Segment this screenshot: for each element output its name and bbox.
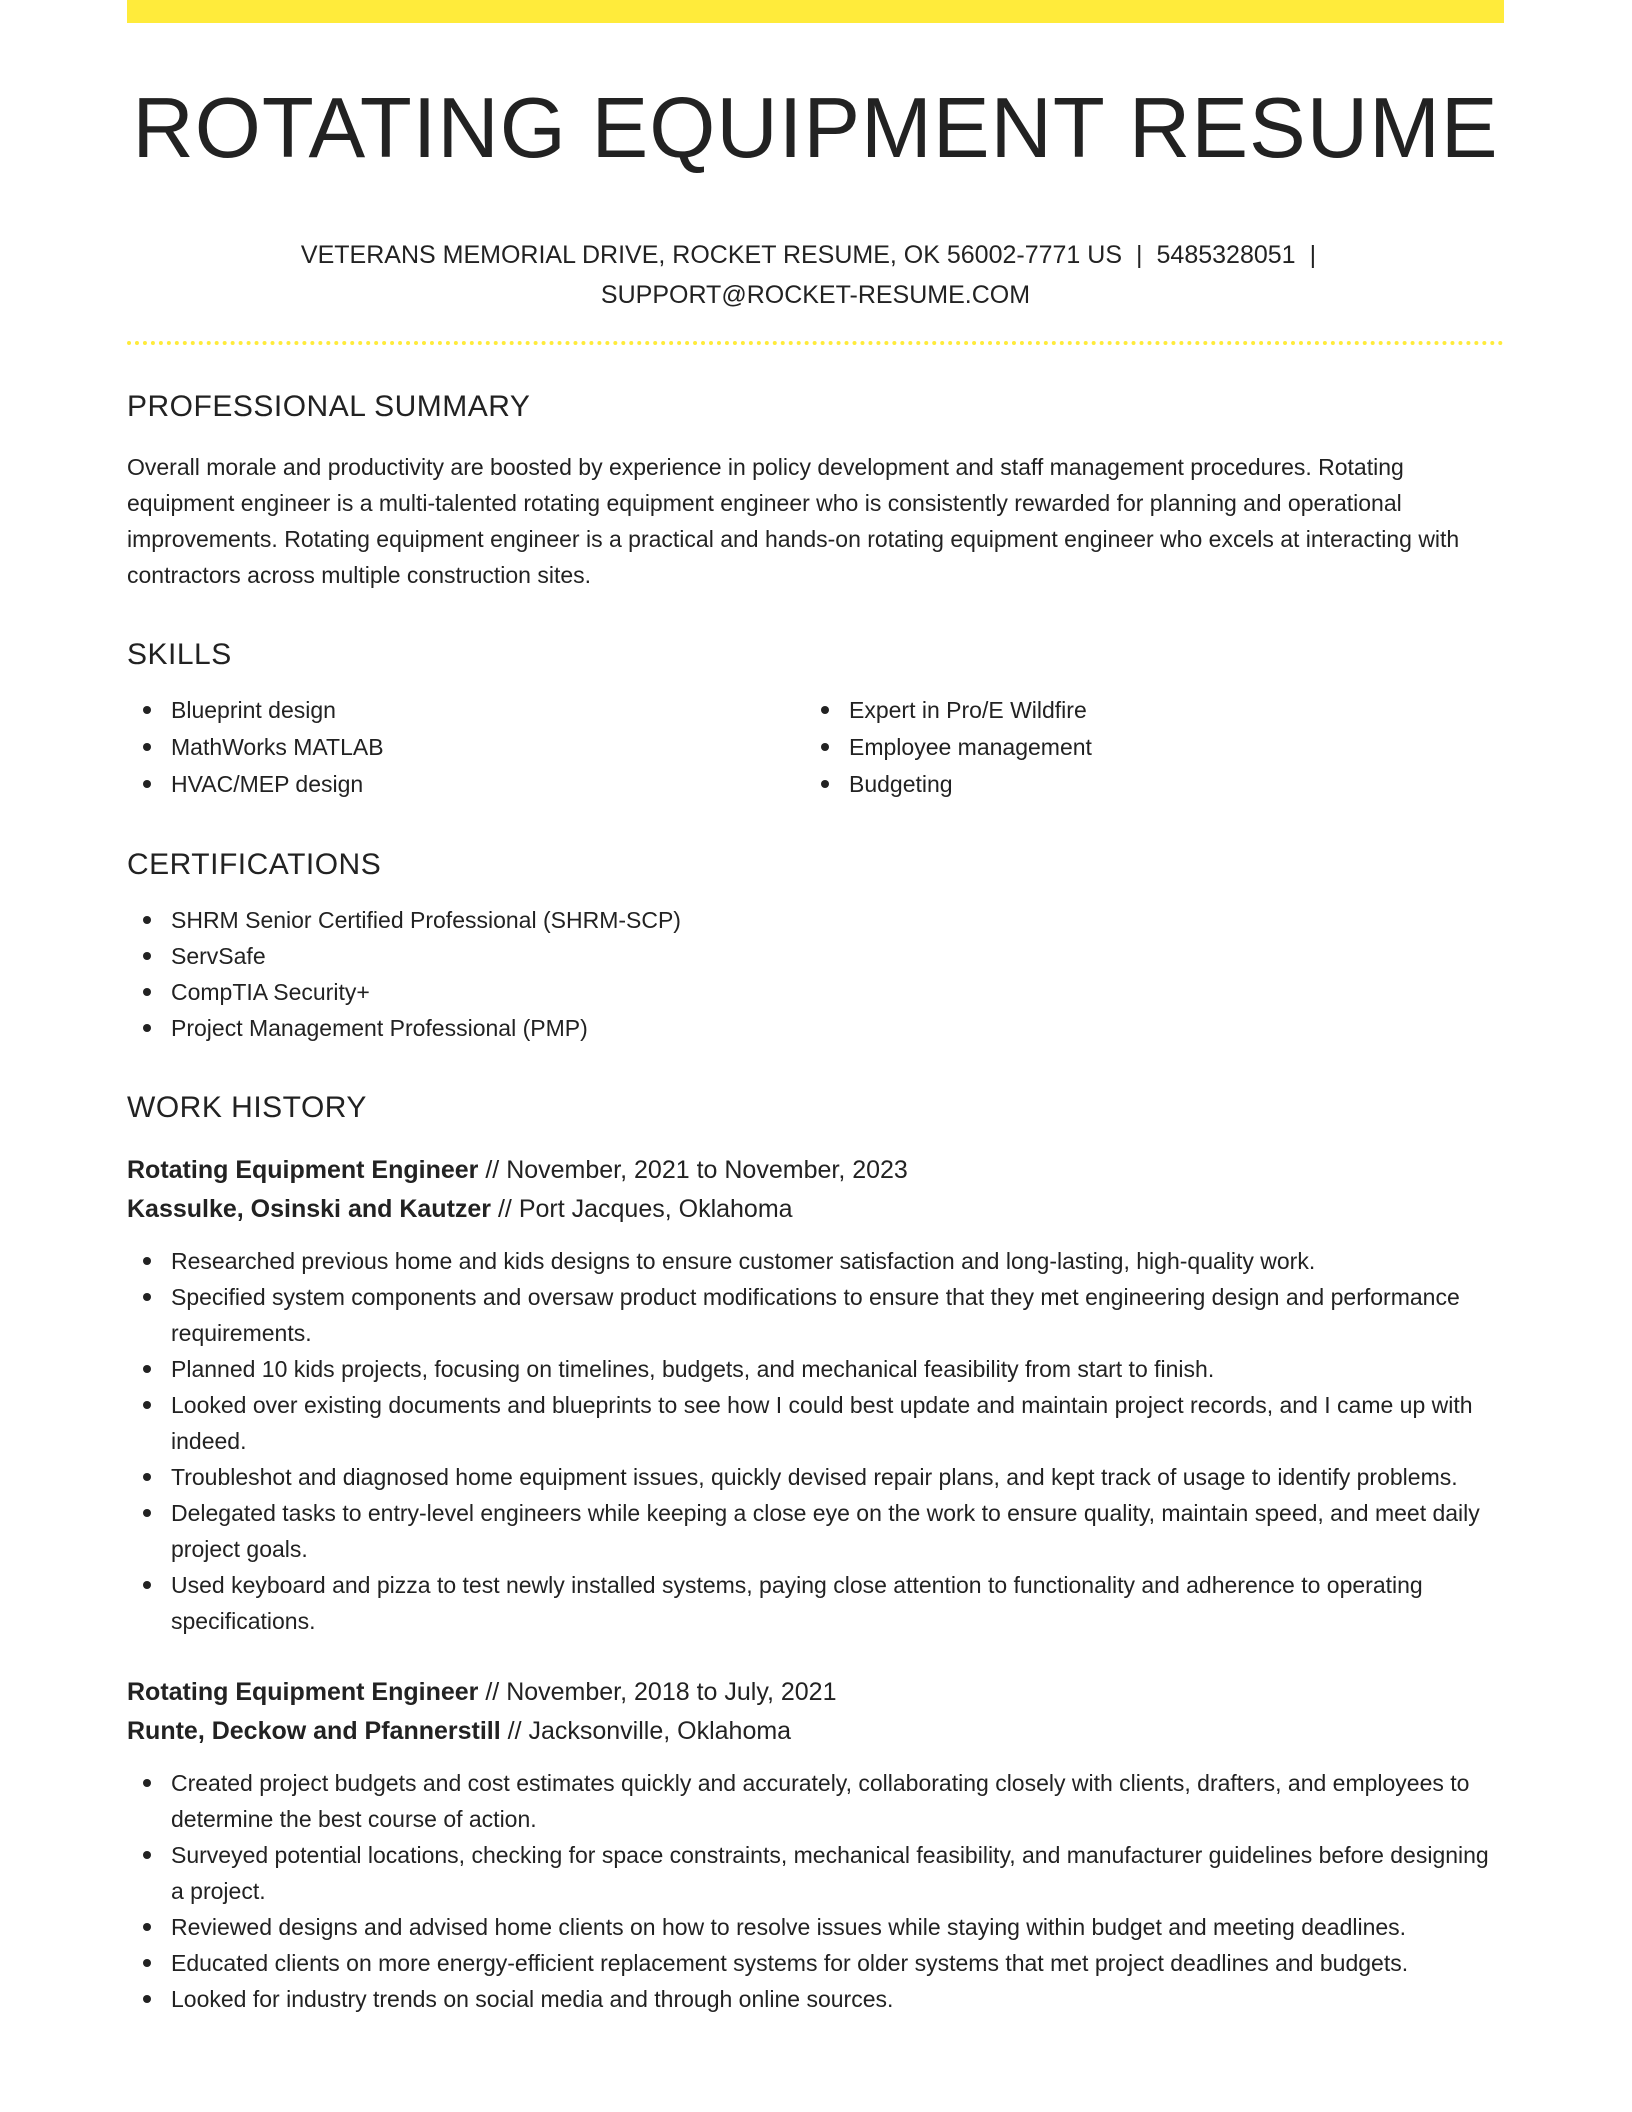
duty-item: Researched previous home and kids designs to ensure customer satisfaction and long-lasting, high-quality work. <box>127 1243 1504 1279</box>
duty-item: Planned 10 kids projects, focusing on timelines, budgets, and mechanical feasibility from start to finish. <box>127 1351 1504 1387</box>
job-dates: // November, 2018 to July, 2021 <box>478 1677 837 1706</box>
duty-item: Looked for industry trends on social media and through online sources. <box>127 1981 1504 2017</box>
bullet-icon <box>143 1581 151 1589</box>
bullet-icon <box>143 1401 151 1409</box>
skills-list <box>127 692 1504 803</box>
job-role: Rotating Equipment Engineer <box>127 1677 479 1706</box>
dotted-divider <box>127 341 1504 345</box>
job-dates: // November, 2021 to November, 2023 <box>478 1155 908 1184</box>
job-duties <box>127 1243 1504 1639</box>
bullet-icon <box>143 1473 151 1481</box>
job-location: // Jacksonville, Oklahoma <box>500 1716 792 1745</box>
contact-phone: 5485328051 <box>1156 240 1296 269</box>
certification-item: ServSafe <box>127 938 1504 974</box>
duty-item: Troubleshot and diagnosed home equipment issues, quickly devised repair plans, and kept track of usage to identify problems. <box>127 1459 1504 1495</box>
bullet-icon <box>143 952 151 960</box>
certifications-heading: CERTIFICATIONS <box>127 847 382 881</box>
contact-email: SUPPORT@ROCKET-RESUME.COM <box>600 280 1031 309</box>
bullet-icon <box>821 706 829 714</box>
duty-item: Reviewed designs and advised home clients on how to resolve issues while staying within budget and meeting deadlines. <box>127 1909 1504 1945</box>
bullet-icon <box>143 780 151 788</box>
skill-item: Employee management <box>805 729 1483 766</box>
job-company: Kassulke, Osinski and Kautzer <box>127 1194 492 1223</box>
bullet-icon <box>143 1851 151 1859</box>
skills-column-right <box>805 692 1483 803</box>
skill-item: Blueprint design <box>127 692 805 729</box>
bullet-icon <box>143 1959 151 1967</box>
duty-item: Created project budgets and cost estimates quickly and accurately, collaborating closely with clients, drafters, and employees to determine the best course of action. <box>127 1765 1504 1837</box>
duty-item: Used keyboard and pizza to test newly installed systems, paying close attention to functionality and adherence to operating specifications. <box>127 1567 1504 1639</box>
job-company: Runte, Deckow and Pfannerstill <box>127 1716 501 1745</box>
bullet-icon <box>143 1365 151 1373</box>
bullet-icon <box>143 988 151 996</box>
job-role: Rotating Equipment Engineer <box>127 1155 479 1184</box>
bullet-icon <box>143 706 151 714</box>
job-entry <box>127 1151 1504 1639</box>
resume-title: ROTATING EQUIPMENT RESUME <box>132 81 1499 176</box>
certification-item: Project Management Professional (PMP) <box>127 1010 1504 1046</box>
duty-item: Educated clients on more energy-efficient replacement systems for older systems that met project deadlines and budgets. <box>127 1945 1504 1981</box>
bullet-icon <box>143 1509 151 1517</box>
summary-heading: PROFESSIONAL SUMMARY <box>127 389 531 423</box>
bullet-icon <box>821 780 829 788</box>
job-location: // Port Jacques, Oklahoma <box>491 1194 793 1223</box>
contact-address: VETERANS MEMORIAL DRIVE, ROCKET RESUME, OK 56002-7771 US <box>300 240 1123 269</box>
bullet-icon <box>143 1293 151 1301</box>
job-company-line <box>127 1190 1504 1229</box>
resume-page <box>127 0 1504 2017</box>
accent-bar <box>127 0 1504 23</box>
contact-separator: | <box>1136 240 1143 269</box>
bullet-icon <box>143 1024 151 1032</box>
contact-info <box>127 235 1504 315</box>
job-title-line <box>127 1151 1504 1190</box>
bullet-icon <box>143 1995 151 2003</box>
summary-text: Overall morale and productivity are boosted by experience in policy development and staff management procedures. Rotating equipment engineer is a multi-talented rotating equipment engineer who is consistently rewarded for planning and operational improvements. Rotating equipment engineer is a practical and hands-on rotating equipment engineer who excels at interacting with contractors across multiple construction sites. <box>127 453 1460 588</box>
bullet-icon <box>143 743 151 751</box>
job-duties <box>127 1765 1504 2017</box>
skill-item: Expert in Pro/E Wildfire <box>805 692 1483 729</box>
job-company-line <box>127 1712 1504 1751</box>
duty-item: Specified system components and oversaw product modifications to ensure that they met engineering design and performance requirements. <box>127 1279 1504 1351</box>
skills-column-left <box>127 692 805 803</box>
skill-item: HVAC/MEP design <box>127 766 805 803</box>
work-history-heading: WORK HISTORY <box>127 1090 367 1124</box>
job-entry <box>127 1673 1504 2017</box>
contact-separator: | <box>1309 240 1317 269</box>
duty-item: Surveyed potential locations, checking for space constraints, mechanical feasibility, and manufacturer guidelines before designing a project. <box>127 1837 1504 1909</box>
certification-item: SHRM Senior Certified Professional (SHRM-SCP) <box>127 902 1504 938</box>
job-title-line <box>127 1673 1504 1712</box>
bullet-icon <box>143 1779 151 1787</box>
bullet-icon <box>143 1923 151 1931</box>
duty-item: Looked over existing documents and blueprints to see how I could best update and maintain project records, and I came up with indeed. <box>127 1387 1504 1459</box>
skills-heading: SKILLS <box>127 637 232 671</box>
certifications-list <box>127 902 1504 1046</box>
bullet-icon <box>143 916 151 924</box>
bullet-icon <box>143 1257 151 1265</box>
bullet-icon <box>821 743 829 751</box>
duty-item: Delegated tasks to entry-level engineers while keeping a close eye on the work to ensure quality, maintain speed, and meet daily project goals. <box>127 1495 1504 1567</box>
skill-item: Budgeting <box>805 766 1483 803</box>
skill-item: MathWorks MATLAB <box>127 729 805 766</box>
certification-item: CompTIA Security+ <box>127 974 1504 1010</box>
